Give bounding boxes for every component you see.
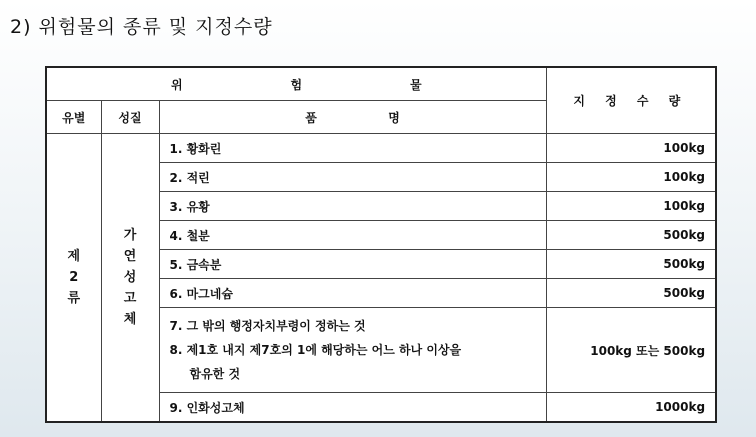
qty-cell: 500kg xyxy=(546,279,716,308)
property-char: 고 xyxy=(123,291,137,306)
section-heading: 2) 위험물의 종류 및 지정수량 xyxy=(10,16,273,38)
category-cell xyxy=(46,134,101,423)
category-header: 유별 xyxy=(46,101,101,134)
table-row xyxy=(46,134,716,163)
qty-cell: 1000kg xyxy=(546,393,716,423)
category-char: 류 xyxy=(67,291,81,306)
qty-cell: 500kg xyxy=(546,250,716,279)
qty-header: 지 정 수 량 xyxy=(546,67,716,134)
group-header xyxy=(46,67,546,101)
property-cell xyxy=(101,134,159,423)
item-cell: 2. 적린 xyxy=(159,163,546,192)
qty-cell: 100kg 또는 500kg xyxy=(546,308,716,393)
item-header-char: 명 xyxy=(388,110,400,125)
item-line: 함유한 것 xyxy=(189,367,241,381)
property-header: 성질 xyxy=(101,101,159,134)
property-char: 연 xyxy=(123,249,137,264)
item-cell: 6. 마그네슘 xyxy=(159,279,546,308)
hazard-materials-table xyxy=(45,66,717,423)
qty-cell: 500kg xyxy=(546,221,716,250)
group-header-char: 험 xyxy=(290,77,303,92)
item-cell: 1. 황화린 xyxy=(159,134,546,163)
header-row-top xyxy=(46,67,716,101)
group-header-char: 물 xyxy=(409,77,422,92)
category-char: 제 xyxy=(67,249,81,264)
hazard-table-container xyxy=(45,66,715,423)
qty-cell: 100kg xyxy=(546,163,716,192)
property-char: 가 xyxy=(123,228,137,243)
qty-cell: 100kg xyxy=(546,192,716,221)
item-header xyxy=(159,101,546,134)
item-header-char: 품 xyxy=(305,110,317,125)
qty-cell: 100kg xyxy=(546,134,716,163)
item-cell-multi xyxy=(159,308,546,393)
item-cell: 4. 철분 xyxy=(159,221,546,250)
item-cell: 5. 금속분 xyxy=(159,250,546,279)
group-header-char: 위 xyxy=(170,77,183,92)
category-char: 2 xyxy=(69,270,79,285)
item-line: 7. 그 밖의 행정자치부령이 정하는 것 xyxy=(169,319,366,333)
item-line: 8. 제1호 내지 제7호의 1에 해당하는 어느 하나 이상을 xyxy=(169,343,462,357)
item-cell: 3. 유황 xyxy=(159,192,546,221)
item-cell: 9. 인화성고체 xyxy=(159,393,546,423)
property-char: 체 xyxy=(123,312,137,327)
property-char: 성 xyxy=(123,270,137,285)
